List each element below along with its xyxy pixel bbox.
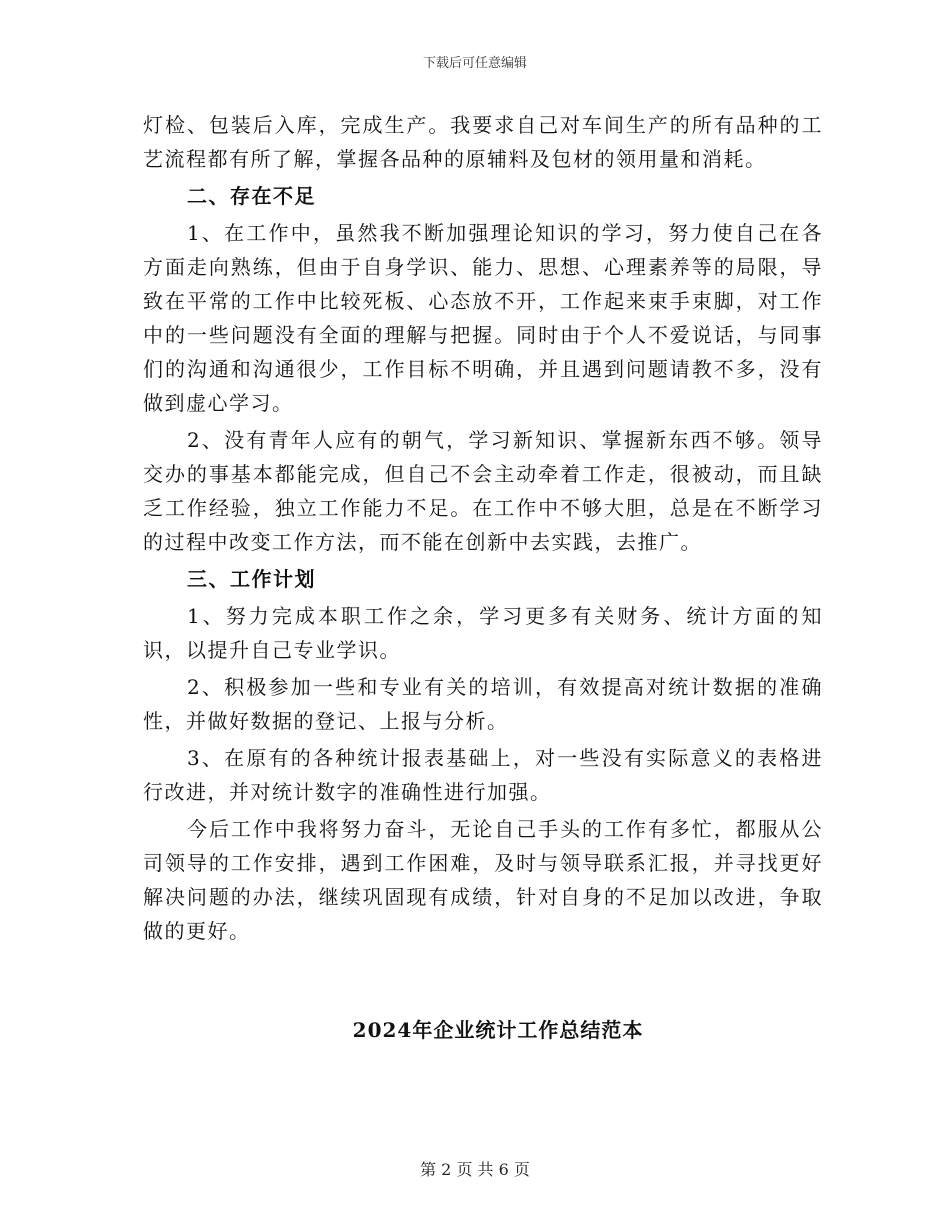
document-body <box>143 108 823 951</box>
paragraph: 2、没有青年人应有的朝气，学习新知识、掌握新东西不够。领导交办的事基本都能完成，但自己不会主动牵着工作走，很被动，而且缺乏工作经验，独立工作能力不足。在工作中不够大胆，总是在不断学习的过程中改变工作方法，而不能在创新中去实践，去推广。 <box>143 428 823 554</box>
page-footer: 第 2 页 共 6 页 <box>420 1160 530 1179</box>
paragraph: 2、积极参加一些和专业有关的培训，有效提高对统计数据的准确性，并做好数据的登记、上报与分析。 <box>143 675 823 733</box>
section-heading: 二、存在不足 <box>187 184 316 208</box>
page-header: 下载后可任意编辑 <box>422 56 527 71</box>
paragraph: 灯检、包装后入库，完成生产。我要求自己对车间生产的所有品种的工艺流程都有所了解，掌握各品种的原辅料及包材的领用量和消耗。 <box>143 113 823 171</box>
paragraph: 3、在原有的各种统计报表基础上，对一些没有实际意义的表格进行改进，并对统计数字的准确性进行加强。 <box>143 746 823 804</box>
paragraph: 1、努力完成本职工作之余，学习更多有关财务、统计方面的知识，以提升自己专业学识。 <box>143 604 823 662</box>
section-heading: 三、工作计划 <box>187 567 316 591</box>
paragraph: 今后工作中我将努力奋斗，无论自己手头的工作有多忙，都服从公司领导的工作安排，遇到工作困难，及时与领导联系汇报，并寻找更好解决问题的办法，继续巩固现有成绩，针对自身的不足加以改进，争取做的更好。 <box>143 817 823 943</box>
document-title: 2024年企业统计工作总结范本 <box>352 1018 644 1042</box>
paragraph: 1、在工作中，虽然我不断加强理论知识的学习，努力使自己在各方面走向熟练，但由于自身学识、能力、思想、心理素养等的局限，导致在平常的工作中比较死板、心态放不开，工作起来束手束脚，对工作中的一些问题没有全面的理解与把握。同时由于个人不爱说话，与同事们的沟通和沟通很少，工作目标不明确，并且遇到问题请教不多，没有做到虚心学习。 <box>143 221 823 415</box>
